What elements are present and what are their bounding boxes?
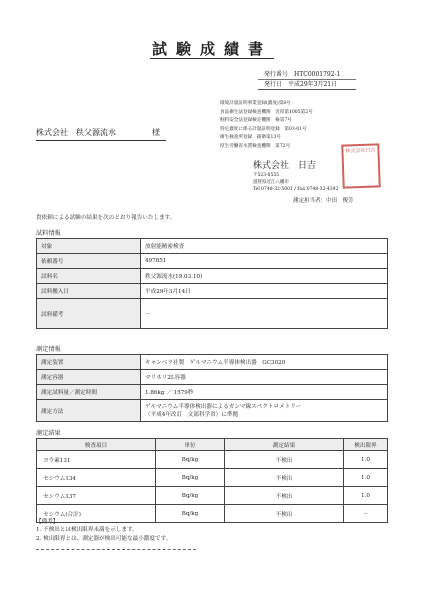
notes-heading: 【備考】 bbox=[36, 519, 59, 525]
measure-label: 測定容器 bbox=[37, 370, 141, 385]
result-value: 不検出 bbox=[225, 505, 344, 523]
sample-value: 秩父源流水(19.03.10) bbox=[141, 269, 388, 284]
lab-address bbox=[253, 172, 338, 193]
column-header: 測定結果 bbox=[225, 439, 344, 451]
table-row bbox=[37, 299, 388, 329]
note-line: 2. 検出限界とは、測定器が検出可能な最小濃度です。 bbox=[36, 535, 172, 542]
notes-divider bbox=[36, 549, 196, 550]
title-underline bbox=[150, 58, 274, 59]
result-unit: Bq/kg bbox=[156, 451, 225, 469]
sample-info-heading: 試料情報 bbox=[36, 230, 61, 237]
result-unit: Bq/kg bbox=[156, 487, 225, 505]
result-value: 不検出 bbox=[225, 487, 344, 505]
measure-method-line: ゲルマニウム半導体検出器によるガンマ線スペクトロメトリー bbox=[145, 403, 302, 410]
result-item: セシウム137 bbox=[37, 487, 156, 505]
client-honorific: 様 bbox=[152, 128, 160, 137]
table-row bbox=[37, 487, 388, 505]
table-row bbox=[37, 370, 388, 385]
issue-number: 発行番号 HTC0001792-1 bbox=[258, 70, 356, 80]
registration-item: 衛生検査所登録 箱衛第13号 bbox=[220, 135, 281, 141]
measure-info-heading: 測定情報 bbox=[36, 346, 61, 353]
sample-label: 依頼番号 bbox=[37, 254, 141, 269]
table-row bbox=[37, 254, 388, 269]
sample-label: 試料名 bbox=[37, 269, 141, 284]
result-unit: Bq/kg bbox=[156, 469, 225, 487]
sample-label: 試料備考 bbox=[37, 299, 141, 329]
column-header: 検出限界 bbox=[344, 439, 388, 451]
client-name: 株式会社 秩父源流水 bbox=[36, 128, 116, 137]
measure-label: 測定方法 bbox=[37, 400, 141, 422]
table-row bbox=[37, 469, 388, 487]
sample-label: 対象 bbox=[37, 239, 141, 254]
result-value: 不検出 bbox=[225, 469, 344, 487]
table-row bbox=[37, 239, 388, 254]
table-header-row bbox=[37, 439, 388, 451]
sample-value: 放射能精密検査 bbox=[141, 239, 388, 254]
registration-list bbox=[220, 100, 313, 152]
result-item: セシウム134 bbox=[37, 469, 156, 487]
sample-label: 試料搬入日 bbox=[37, 284, 141, 299]
result-item: ヨウ素131 bbox=[37, 451, 156, 469]
column-header: 単位 bbox=[156, 439, 225, 451]
lab-address-line: 〒523-8555 bbox=[253, 173, 280, 178]
measure-value bbox=[141, 400, 388, 422]
document-title: 試験成績書 bbox=[151, 40, 272, 58]
intro-text: 貴依頼による試験の結果を次のとおり報告いたします。 bbox=[36, 215, 176, 221]
result-limit: 1.0 bbox=[344, 469, 388, 487]
measure-info-table bbox=[36, 354, 388, 422]
measure-method-line: （平成4年改訂 文部科学省）に準拠 bbox=[145, 411, 239, 418]
registration-item: 環境計量証明事業登録(濃度)第8号 bbox=[220, 101, 291, 106]
registration-item: 厚生労働省水質検査機関 第72号 bbox=[220, 143, 291, 149]
measure-label: 測定装置 bbox=[37, 355, 141, 370]
measure-label: 測定試料量／測定時間 bbox=[37, 385, 141, 400]
table-row bbox=[37, 451, 388, 469]
results-heading: 測定結果 bbox=[36, 430, 61, 437]
sample-info-table bbox=[36, 238, 388, 329]
measure-value: マリネリ2L容器 bbox=[141, 370, 388, 385]
registration-item: 特定濃度に係る計量証明登録 第03-01号 bbox=[220, 126, 307, 132]
registration-item: 食品衛生法登録検査機関 近厚第1005第2号 bbox=[220, 109, 313, 115]
lab-address-line: 滋賀県近江八幡市 bbox=[253, 180, 289, 185]
lab-name: 株式会社 日吉 bbox=[253, 161, 317, 171]
result-limit: － bbox=[344, 505, 388, 523]
issue-box bbox=[258, 70, 356, 90]
result-item: セシウム(合計) bbox=[37, 505, 156, 523]
column-header: 検査項目 bbox=[37, 439, 156, 451]
measure-value: キャンベラ社製 ゲルマニウム半導体検出器 GC3020 bbox=[141, 355, 388, 370]
client-underline bbox=[36, 140, 166, 141]
table-row bbox=[37, 400, 388, 422]
sample-value: － bbox=[141, 299, 388, 329]
registration-item: 飼料安全法登録検定機関 検第7号 bbox=[220, 118, 292, 124]
sample-value: 平成29年3月14日 bbox=[141, 284, 388, 299]
notes bbox=[36, 518, 171, 543]
sample-value: 497851 bbox=[141, 254, 388, 269]
table-row bbox=[37, 355, 388, 370]
results-table bbox=[36, 438, 388, 523]
issue-date: 発行日 平成29年3月21日 bbox=[264, 81, 338, 88]
note-line: 1. 不検出とは検出限界未満を示します。 bbox=[36, 527, 138, 534]
table-row bbox=[37, 269, 388, 284]
result-value: 不検出 bbox=[225, 451, 344, 469]
table-row bbox=[37, 385, 388, 400]
result-limit: 1.0 bbox=[344, 487, 388, 505]
result-unit: Bq/kg bbox=[156, 505, 225, 523]
lab-address-line: Tel 0748-32-5001 / Fax 0748-32-4392 bbox=[253, 187, 339, 192]
responsible-person: 測定担当者：中田 俊芳 bbox=[293, 198, 354, 204]
result-limit: 1.0 bbox=[344, 451, 388, 469]
table-row bbox=[37, 284, 388, 299]
company-seal-stamp: 株式会社日吉 bbox=[341, 143, 381, 188]
measure-value: 1.86kg ／ 1579秒 bbox=[141, 385, 388, 400]
